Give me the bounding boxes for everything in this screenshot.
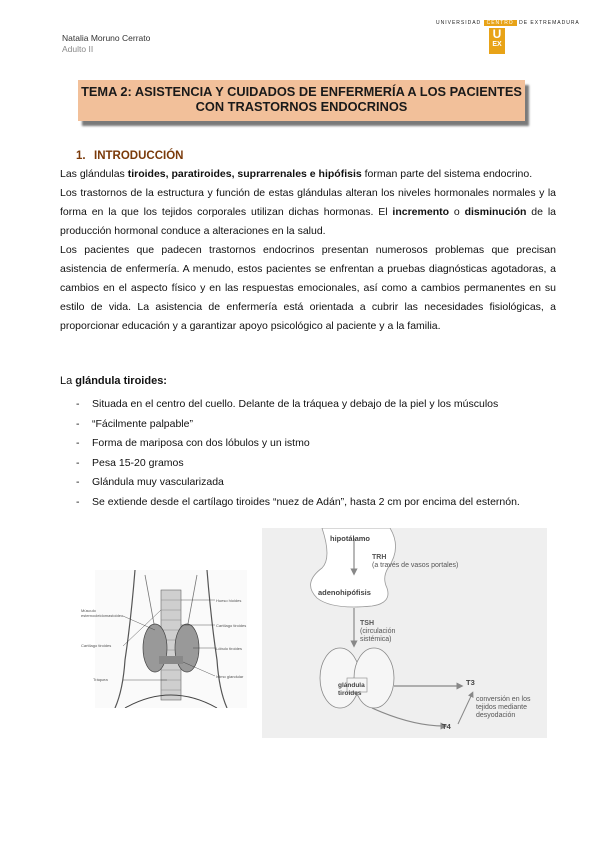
page-title xyxy=(78,80,525,121)
section-number: 1. xyxy=(76,150,86,162)
author-name: Natalia Moruno Cerrato xyxy=(62,33,151,43)
label-t4: T4 xyxy=(442,722,451,731)
university-logo xyxy=(436,18,580,62)
logo-text: UNIVERSIDAD CENTRO DE EXTREMADURA xyxy=(436,20,580,26)
label-conversion: conversión en los tejidos mediante desyodación xyxy=(476,696,531,719)
label-hypothalamus: hipotálamo xyxy=(330,534,371,543)
label-lobe: Lóbulo tiroides xyxy=(216,646,243,651)
intro-paragraph-3: Los pacientes que padecen trastornos endocrinos presentan numerosos problemas que precisan asistencia de enfermería. A menudo, estos pacientes se enfrentan a pruebas diagnósticas agotadoras, a cambios en el aspecto físico y en las respuestas emocionales, así como a cambios permanentes en su estilo de vida. La asistencia de enfermería está orientada a cubrir las necesidades fisiológicas, a proporcionar educación y a garantizar apoyo psicológico al paciente y a la familia. xyxy=(60,244,556,332)
author-block xyxy=(62,33,150,55)
list-item: - “Fácilmente palpable” xyxy=(76,415,520,435)
label-thyroid-gland: glándula tiroides xyxy=(338,682,365,697)
list-item: - Situada en el centro del cuello. Delante de la tráquea y debajo de la piel y los músculos xyxy=(76,395,520,415)
list-item: - Se extiende desde el cartílago tiroides “nuez de Adán”, hasta 2 cm por encima del esternón. xyxy=(76,493,520,513)
section-heading xyxy=(76,150,183,162)
label-trachea: Tráquea xyxy=(93,677,108,682)
section-title: INTRODUCCIÓN xyxy=(94,150,184,162)
thyroid-list xyxy=(76,395,520,512)
label-adenohypophysis: adenohipófisis xyxy=(318,588,371,597)
list-item: - Glándula muy vascularizada xyxy=(76,473,520,493)
title-line-2: CON TRASTORNOS ENDOCRINOS xyxy=(195,99,408,114)
label-trh: TRH (a través de vasos portales) xyxy=(372,554,459,569)
thyroid-gland-shape xyxy=(320,648,394,708)
neck-illustration xyxy=(95,570,247,708)
thyroid-axis-diagram xyxy=(262,528,547,738)
list-item: - Pesa 15-20 gramos xyxy=(76,454,520,474)
thyroid-title: La glándula tiroides: xyxy=(60,375,167,387)
logo-mark: U EX xyxy=(489,28,505,54)
label-muscle: Músculo esternocleidomastoideo xyxy=(81,608,124,618)
intro-text xyxy=(60,165,556,336)
label-isthmus: Istmo glandular xyxy=(216,674,244,679)
intro-paragraph-2: Los trastornos de la estructura y función de estas glándulas alteran los niveles hormonales normales y la forma en la que los tejidos corporales utilizan dichas hormonas. El incremento o disminución de la producción hormonal conduce a alteraciones en la salud. xyxy=(60,187,557,237)
list-item: - Forma de mariposa con dos lóbulos y un istmo xyxy=(76,434,520,454)
course-name: Adulto II xyxy=(62,44,94,54)
thyroid-anatomy-figure xyxy=(81,570,247,708)
label-cartilage-left: Cartílago tiroides xyxy=(81,643,112,648)
label-t3: T3 xyxy=(466,678,475,687)
label-tsh: TSH (circulación sistémica) xyxy=(360,620,396,643)
label-cartilage-right: Cartílago tiroides xyxy=(216,623,247,628)
intro-paragraph-1: Las glándulas tiroides, paratiroides, suprarrenales e hipófisis forman parte del sistema endocrino. xyxy=(60,168,533,180)
label-hyoid: Hueso hioides xyxy=(216,598,242,603)
title-line-1: TEMA 2: ASISTENCIA Y CUIDADOS DE ENFERMERÍA A LOS PACIENTES xyxy=(81,84,522,99)
